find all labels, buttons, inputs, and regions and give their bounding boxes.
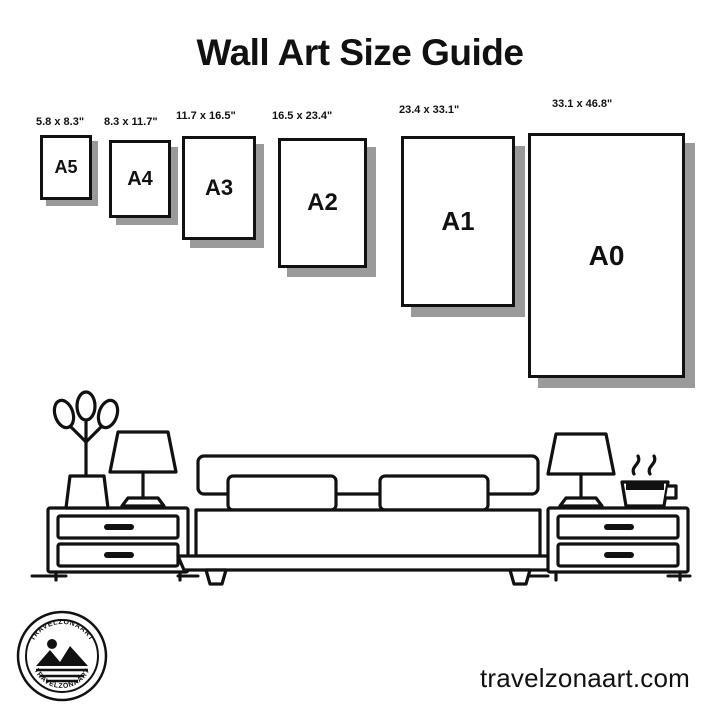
poster-label-a5: A5 (54, 157, 78, 177)
flower-vase (51, 392, 121, 508)
poster-label-a4: A4 (127, 167, 153, 190)
poster-frame-a3[interactable] (182, 136, 256, 240)
poster-dimension-a2: 16.5 x 23.4" (272, 110, 333, 122)
bed (178, 456, 558, 584)
left-table-lamp (110, 432, 176, 506)
poster-label-a1: A1 (441, 206, 475, 236)
poster-frame-a4[interactable] (109, 140, 171, 218)
poster-dimension-a3: 11.7 x 16.5" (176, 110, 236, 122)
poster-frame-a0[interactable] (528, 133, 685, 378)
poster-dimension-a0: 33.1 x 46.8" (552, 98, 613, 110)
poster-item-a3[interactable] (176, 110, 274, 250)
website-url[interactable]: travelzonaart.com (479, 663, 690, 693)
logo-text-bottom: TRAVELZONAART (32, 667, 92, 691)
poster-label-a3: A3 (204, 175, 234, 200)
poster-item-a2[interactable] (272, 110, 382, 280)
poster-item-a5[interactable] (36, 116, 102, 206)
right-table-lamp (548, 434, 614, 506)
page-title: Wall Art Size Guide (196, 32, 524, 73)
poster-label-a2: A2 (307, 189, 338, 216)
logo-text-top: TRAVELZONAART (29, 618, 95, 643)
poster-dimension-a1: 23.4 x 33.1" (399, 104, 460, 116)
poster-frame-a2[interactable] (278, 138, 367, 268)
poster-frame-a1[interactable] (401, 136, 515, 307)
poster-dimension-a5: 5.8 x 8.3" (36, 116, 85, 128)
poster-label-a0: A0 (588, 239, 625, 271)
bedroom-illustration (0, 380, 720, 600)
left-nightstand (48, 508, 188, 580)
coffee-mug (622, 456, 676, 506)
poster-item-a0[interactable] (520, 98, 700, 393)
right-nightstand (548, 508, 688, 580)
poster-dimension-a4: 8.3 x 11.7" (104, 116, 158, 128)
poster-item-a1[interactable] (394, 104, 524, 319)
poster-frame-a5[interactable] (40, 135, 92, 200)
brand-logo[interactable] (16, 610, 108, 702)
